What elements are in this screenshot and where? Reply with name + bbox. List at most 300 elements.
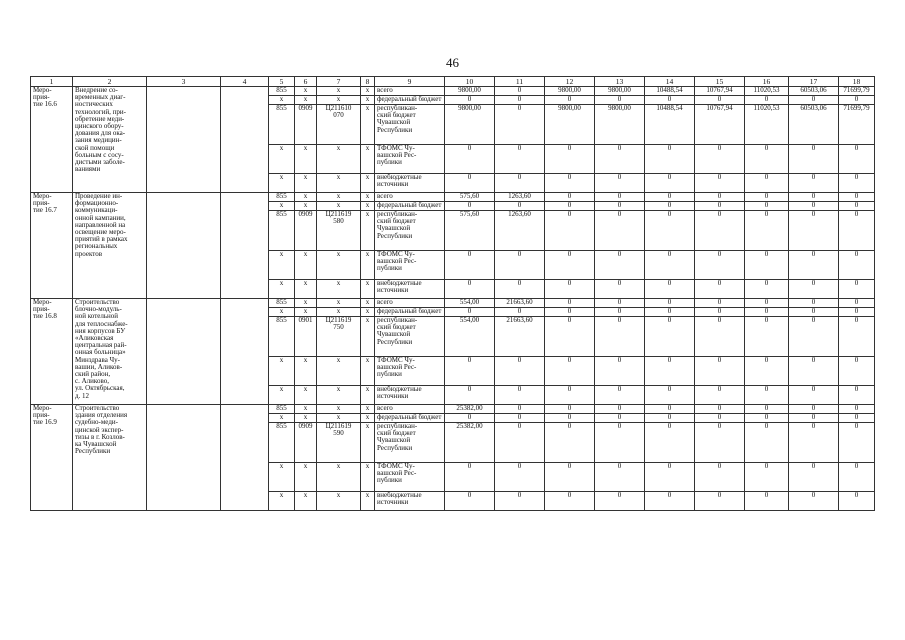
budget-table — [30, 76, 875, 511]
empty-cell — [221, 193, 269, 299]
amount-cell: 9800,00 — [545, 87, 595, 96]
amount-cell: 0 — [789, 174, 839, 193]
amount-cell: 0 — [445, 492, 495, 511]
funding-source: республикан- ский бюджет Чувашской Республики — [375, 423, 445, 463]
amount-cell: 0 — [595, 145, 645, 174]
amount-cell: 0 — [789, 317, 839, 357]
amount-cell: 0 — [695, 299, 745, 308]
header-cell: 5 — [269, 77, 295, 87]
target-article-code: х — [317, 145, 361, 174]
amount-cell: 0 — [789, 280, 839, 299]
amount-cell: 0 — [645, 193, 695, 202]
amount-cell: 0 — [445, 202, 495, 211]
section-code: 0901 — [295, 317, 317, 357]
amount-cell: 0 — [839, 317, 875, 357]
section-code: х — [295, 193, 317, 202]
amount-cell: 0 — [645, 386, 695, 405]
section-code: х — [295, 357, 317, 386]
grbs-code: х — [269, 174, 295, 193]
header-cell: 16 — [745, 77, 789, 87]
funding-source: федеральный бюджет — [375, 202, 445, 211]
empty-cell — [221, 405, 269, 511]
amount-cell: 0 — [839, 423, 875, 463]
funding-source: внебюджетные источники — [375, 386, 445, 405]
section-code: х — [295, 299, 317, 308]
target-article-code: х — [317, 193, 361, 202]
amount-cell: 60503,06 — [789, 105, 839, 145]
amount-cell: 0 — [745, 308, 789, 317]
grbs-code: х — [269, 96, 295, 105]
amount-cell: 0 — [645, 280, 695, 299]
section-code: х — [295, 96, 317, 105]
grbs-code: х — [269, 357, 295, 386]
amount-cell: 0 — [445, 463, 495, 492]
expense-type-code: х — [361, 202, 375, 211]
funding-source: внебюджетные источники — [375, 492, 445, 511]
amount-cell: 0 — [445, 174, 495, 193]
grbs-code: 855 — [269, 299, 295, 308]
amount-cell: 0 — [595, 202, 645, 211]
amount-cell: 0 — [745, 317, 789, 357]
amount-cell: 0 — [595, 463, 645, 492]
amount-cell: 0 — [745, 423, 789, 463]
amount-cell: 10488,54 — [645, 87, 695, 96]
amount-cell: 0 — [645, 357, 695, 386]
amount-cell: 0 — [789, 145, 839, 174]
amount-cell: 0 — [495, 105, 545, 145]
amount-cell: 0 — [495, 280, 545, 299]
amount-cell: 21663,60 — [495, 317, 545, 357]
amount-cell: 10767,94 — [695, 87, 745, 96]
amount-cell: 0 — [595, 96, 645, 105]
expense-type-code: х — [361, 492, 375, 511]
amount-cell: 0 — [545, 174, 595, 193]
grbs-code: 855 — [269, 193, 295, 202]
header-cell: 3 — [147, 77, 221, 87]
expense-type-code: х — [361, 317, 375, 357]
empty-cell — [147, 299, 221, 405]
amount-cell: 0 — [545, 492, 595, 511]
amount-cell: 0 — [595, 211, 645, 251]
target-article-code: х — [317, 96, 361, 105]
amount-cell: 0 — [789, 193, 839, 202]
amount-cell: 10767,94 — [695, 105, 745, 145]
target-article-code: х — [317, 308, 361, 317]
amount-cell: 0 — [545, 308, 595, 317]
amount-cell: 0 — [495, 386, 545, 405]
amount-cell: 0 — [745, 211, 789, 251]
amount-cell: 0 — [839, 357, 875, 386]
empty-cell — [221, 87, 269, 193]
amount-cell: 0 — [695, 308, 745, 317]
measure-id: Меро- прия- тие 16.9 — [31, 405, 73, 511]
section-code: 0909 — [295, 211, 317, 251]
amount-cell: 575,60 — [445, 211, 495, 251]
amount-cell: 0 — [789, 463, 839, 492]
section-code: х — [295, 87, 317, 96]
target-article-code: Ц211619 750 — [317, 317, 361, 357]
target-article-code: х — [317, 251, 361, 280]
expense-type-code: х — [361, 405, 375, 414]
amount-cell: 0 — [789, 299, 839, 308]
grbs-code: х — [269, 251, 295, 280]
grbs-code: 855 — [269, 423, 295, 463]
expense-type-code: х — [361, 251, 375, 280]
amount-cell: 0 — [745, 96, 789, 105]
amount-cell: 9800,00 — [595, 105, 645, 145]
amount-cell: 0 — [789, 308, 839, 317]
amount-cell: 60503,06 — [789, 87, 839, 96]
expense-type-code: х — [361, 193, 375, 202]
grbs-code: х — [269, 308, 295, 317]
measure-id: Меро- прия- тие 16.7 — [31, 193, 73, 299]
empty-cell — [147, 193, 221, 299]
amount-cell: 0 — [595, 405, 645, 414]
header-cell: 10 — [445, 77, 495, 87]
target-article-code: х — [317, 202, 361, 211]
header-cell: 7 — [317, 77, 361, 87]
amount-cell: 0 — [839, 251, 875, 280]
header-cell: 9 — [375, 77, 445, 87]
measure-id: Меро- прия- тие 16.8 — [31, 299, 73, 405]
amount-cell: 0 — [745, 202, 789, 211]
amount-cell: 0 — [645, 202, 695, 211]
header-cell: 11 — [495, 77, 545, 87]
amount-cell: 554,00 — [445, 299, 495, 308]
amount-cell: 0 — [645, 414, 695, 423]
amount-cell: 0 — [839, 280, 875, 299]
measure-title: Строительство здания отделения судебно-меди- цинской экспер- тизы в г. Козлов- ка Чувашской Республики — [73, 405, 147, 511]
amount-cell: 0 — [495, 492, 545, 511]
funding-source: республикан- ский бюджет Чувашской Республики — [375, 105, 445, 145]
amount-cell: 0 — [495, 414, 545, 423]
target-article-code: х — [317, 280, 361, 299]
amount-cell: 0 — [595, 308, 645, 317]
section-code: х — [295, 308, 317, 317]
section-code: х — [295, 174, 317, 193]
amount-cell: 0 — [839, 405, 875, 414]
funding-source: всего — [375, 299, 445, 308]
amount-cell: 0 — [745, 280, 789, 299]
amount-cell: 0 — [545, 423, 595, 463]
section-code: х — [295, 145, 317, 174]
amount-cell: 0 — [745, 492, 789, 511]
amount-cell: 0 — [745, 193, 789, 202]
amount-cell: 0 — [595, 386, 645, 405]
expense-type-code: х — [361, 299, 375, 308]
target-article-code: Ц211610 070 — [317, 105, 361, 145]
header-cell: 2 — [73, 77, 147, 87]
amount-cell: 575,60 — [445, 193, 495, 202]
amount-cell: 0 — [545, 317, 595, 357]
header-cell: 15 — [695, 77, 745, 87]
amount-cell: 25382,00 — [445, 405, 495, 414]
amount-cell: 0 — [495, 308, 545, 317]
amount-cell: 0 — [445, 414, 495, 423]
amount-cell: 0 — [595, 174, 645, 193]
expense-type-code: х — [361, 308, 375, 317]
amount-cell: 0 — [789, 414, 839, 423]
amount-cell: 0 — [645, 251, 695, 280]
amount-cell: 0 — [695, 174, 745, 193]
amount-cell: 0 — [695, 357, 745, 386]
amount-cell: 71699,79 — [839, 105, 875, 145]
section-code: х — [295, 405, 317, 414]
amount-cell: 0 — [645, 423, 695, 463]
section-code: х — [295, 280, 317, 299]
amount-cell: 0 — [545, 202, 595, 211]
amount-cell: 554,00 — [445, 317, 495, 357]
amount-cell: 11020,53 — [745, 105, 789, 145]
amount-cell: 0 — [495, 423, 545, 463]
grbs-code: х — [269, 414, 295, 423]
grbs-code: х — [269, 280, 295, 299]
expense-type-code: х — [361, 280, 375, 299]
section-code: 0909 — [295, 105, 317, 145]
expense-type-code: х — [361, 463, 375, 492]
empty-cell — [147, 87, 221, 193]
amount-cell: 0 — [545, 405, 595, 414]
amount-cell: 0 — [789, 202, 839, 211]
amount-cell: 0 — [745, 414, 789, 423]
amount-cell: 0 — [445, 308, 495, 317]
amount-cell: 0 — [545, 251, 595, 280]
expense-type-code: х — [361, 105, 375, 145]
amount-cell: 9800,00 — [445, 105, 495, 145]
header-cell: 4 — [221, 77, 269, 87]
header-cell: 6 — [295, 77, 317, 87]
header-row — [31, 77, 875, 87]
header-cell: 1 — [31, 77, 73, 87]
amount-cell: 0 — [645, 492, 695, 511]
amount-cell: 0 — [645, 463, 695, 492]
measure-title: Внедрение со- временных диаг- ностических технологий, при- обретение меди- цинского обору- дования для ока- зания медицин- ской помощи больным с сосу- дистыми заболе- ваниями — [73, 87, 147, 193]
amount-cell: 0 — [645, 317, 695, 357]
amount-cell: 0 — [745, 251, 789, 280]
amount-cell: 0 — [839, 174, 875, 193]
amount-cell: 0 — [745, 357, 789, 386]
amount-cell: 0 — [695, 96, 745, 105]
funding-source: республикан- ский бюджет Чувашской Республики — [375, 211, 445, 251]
amount-cell: 0 — [545, 386, 595, 405]
amount-cell: 9800,00 — [545, 105, 595, 145]
amount-cell: 0 — [839, 463, 875, 492]
funding-source: ТФОМС Чу- вашской Рес- публики — [375, 251, 445, 280]
amount-cell: 0 — [645, 145, 695, 174]
amount-cell: 10488,54 — [645, 105, 695, 145]
header-cell: 8 — [361, 77, 375, 87]
amount-cell: 0 — [595, 492, 645, 511]
amount-cell: 0 — [645, 96, 695, 105]
amount-cell: 0 — [595, 299, 645, 308]
expense-type-code: х — [361, 145, 375, 174]
amount-cell: 0 — [645, 308, 695, 317]
amount-cell: 0 — [595, 423, 645, 463]
section-code: х — [295, 414, 317, 423]
amount-cell: 0 — [545, 193, 595, 202]
amount-cell: 0 — [495, 96, 545, 105]
amount-cell: 0 — [445, 145, 495, 174]
amount-cell: 0 — [445, 280, 495, 299]
amount-cell: 0 — [645, 405, 695, 414]
measure-id: Меро- прия- тие 16.6 — [31, 87, 73, 193]
amount-cell: 1263,60 — [495, 211, 545, 251]
target-article-code: х — [317, 414, 361, 423]
expense-type-code: х — [361, 211, 375, 251]
amount-cell: 9800,00 — [595, 87, 645, 96]
expense-type-code: х — [361, 96, 375, 105]
amount-cell: 0 — [695, 193, 745, 202]
amount-cell: 0 — [695, 280, 745, 299]
amount-cell: 0 — [645, 211, 695, 251]
amount-cell: 0 — [745, 405, 789, 414]
amount-cell: 0 — [695, 145, 745, 174]
amount-cell: 9800,00 — [445, 87, 495, 96]
target-article-code: х — [317, 405, 361, 414]
section-code: х — [295, 386, 317, 405]
funding-source: федеральный бюджет — [375, 96, 445, 105]
amount-cell: 0 — [445, 96, 495, 105]
amount-cell: 0 — [695, 423, 745, 463]
grbs-code: 855 — [269, 87, 295, 96]
grbs-code: 855 — [269, 405, 295, 414]
amount-cell: 0 — [695, 211, 745, 251]
amount-cell: 0 — [745, 174, 789, 193]
expense-type-code: х — [361, 423, 375, 463]
amount-cell: 0 — [595, 317, 645, 357]
grbs-code: 855 — [269, 317, 295, 357]
amount-cell: 0 — [595, 251, 645, 280]
amount-cell: 0 — [839, 299, 875, 308]
amount-cell: 0 — [495, 87, 545, 96]
target-article-code: х — [317, 174, 361, 193]
grbs-code: х — [269, 463, 295, 492]
amount-cell: 0 — [789, 492, 839, 511]
amount-cell: 0 — [445, 386, 495, 405]
empty-cell — [147, 405, 221, 511]
amount-cell: 0 — [445, 251, 495, 280]
section-code: 0909 — [295, 423, 317, 463]
amount-cell: 0 — [839, 414, 875, 423]
header-cell: 17 — [789, 77, 839, 87]
grbs-code: 855 — [269, 211, 295, 251]
funding-source: всего — [375, 87, 445, 96]
amount-cell: 0 — [745, 145, 789, 174]
expense-type-code: х — [361, 87, 375, 96]
amount-cell: 0 — [695, 251, 745, 280]
funding-source: ТФОМС Чу- вашской Рес- публики — [375, 357, 445, 386]
amount-cell: 0 — [545, 463, 595, 492]
amount-cell: 0 — [839, 308, 875, 317]
funding-source: внебюджетные источники — [375, 174, 445, 193]
funding-source: всего — [375, 405, 445, 414]
amount-cell: 0 — [695, 492, 745, 511]
amount-cell: 0 — [545, 211, 595, 251]
target-article-code: Ц211619 590 — [317, 423, 361, 463]
amount-cell: 0 — [839, 386, 875, 405]
table-row — [31, 405, 875, 414]
target-article-code: х — [317, 386, 361, 405]
target-article-code: х — [317, 357, 361, 386]
amount-cell: 0 — [495, 174, 545, 193]
amount-cell: 0 — [495, 463, 545, 492]
amount-cell: 0 — [839, 193, 875, 202]
table-row — [31, 87, 875, 96]
section-code: х — [295, 202, 317, 211]
header-cell: 14 — [645, 77, 695, 87]
amount-cell: 0 — [545, 145, 595, 174]
section-code: х — [295, 463, 317, 492]
amount-cell: 0 — [445, 357, 495, 386]
amount-cell: 0 — [789, 96, 839, 105]
measure-title: Строительство блочно-модуль- ной котельной для теплоснабже- ния корпусов БУ «Аликовская центральная рай- онная больница» Минздрава Чу- вашии, Аликов- ский район, с. Аликово, ул. Октябрьская, д. 12 — [73, 299, 147, 405]
amount-cell: 0 — [695, 317, 745, 357]
amount-cell: 0 — [745, 299, 789, 308]
grbs-code: х — [269, 386, 295, 405]
amount-cell: 0 — [645, 299, 695, 308]
section-code: х — [295, 492, 317, 511]
funding-source: ТФОМС Чу- вашской Рес- публики — [375, 145, 445, 174]
table-row — [31, 193, 875, 202]
amount-cell: 1263,60 — [495, 193, 545, 202]
amount-cell: 0 — [595, 414, 645, 423]
grbs-code: 855 — [269, 105, 295, 145]
funding-source: всего — [375, 193, 445, 202]
target-article-code: х — [317, 299, 361, 308]
empty-cell — [221, 299, 269, 405]
amount-cell: 0 — [789, 211, 839, 251]
target-article-code: Ц211619 580 — [317, 211, 361, 251]
amount-cell: 0 — [839, 492, 875, 511]
amount-cell: 0 — [789, 386, 839, 405]
amount-cell: 0 — [789, 405, 839, 414]
funding-source: внебюджетные источники — [375, 280, 445, 299]
funding-source: республикан- ский бюджет Чувашской Республики — [375, 317, 445, 357]
amount-cell: 0 — [789, 357, 839, 386]
amount-cell: 0 — [495, 405, 545, 414]
amount-cell: 0 — [545, 280, 595, 299]
amount-cell: 0 — [839, 145, 875, 174]
amount-cell: 71699,79 — [839, 87, 875, 96]
expense-type-code: х — [361, 414, 375, 423]
page-number: 46 — [446, 55, 459, 70]
amount-cell: 0 — [695, 463, 745, 492]
target-article-code: х — [317, 463, 361, 492]
expense-type-code: х — [361, 357, 375, 386]
amount-cell: 0 — [789, 251, 839, 280]
funding-source: ТФОМС Чу- вашской Рес- публики — [375, 463, 445, 492]
amount-cell: 25382,00 — [445, 423, 495, 463]
header-cell: 13 — [595, 77, 645, 87]
amount-cell: 0 — [545, 96, 595, 105]
amount-cell: 21663,60 — [495, 299, 545, 308]
amount-cell: 0 — [595, 357, 645, 386]
amount-cell: 0 — [745, 463, 789, 492]
funding-source: федеральный бюджет — [375, 308, 445, 317]
amount-cell: 0 — [545, 414, 595, 423]
amount-cell: 0 — [595, 193, 645, 202]
grbs-code: х — [269, 492, 295, 511]
section-code: х — [295, 251, 317, 280]
amount-cell: 0 — [495, 357, 545, 386]
target-article-code: х — [317, 492, 361, 511]
target-article-code: х — [317, 87, 361, 96]
amount-cell: 0 — [695, 405, 745, 414]
amount-cell: 0 — [695, 414, 745, 423]
measure-title: Проведение ин- формационно- коммуникаци- онной кампании, направленной на освещение меро- приятий в рамках региональных проектов — [73, 193, 147, 299]
grbs-code: х — [269, 145, 295, 174]
table-row — [31, 299, 875, 308]
